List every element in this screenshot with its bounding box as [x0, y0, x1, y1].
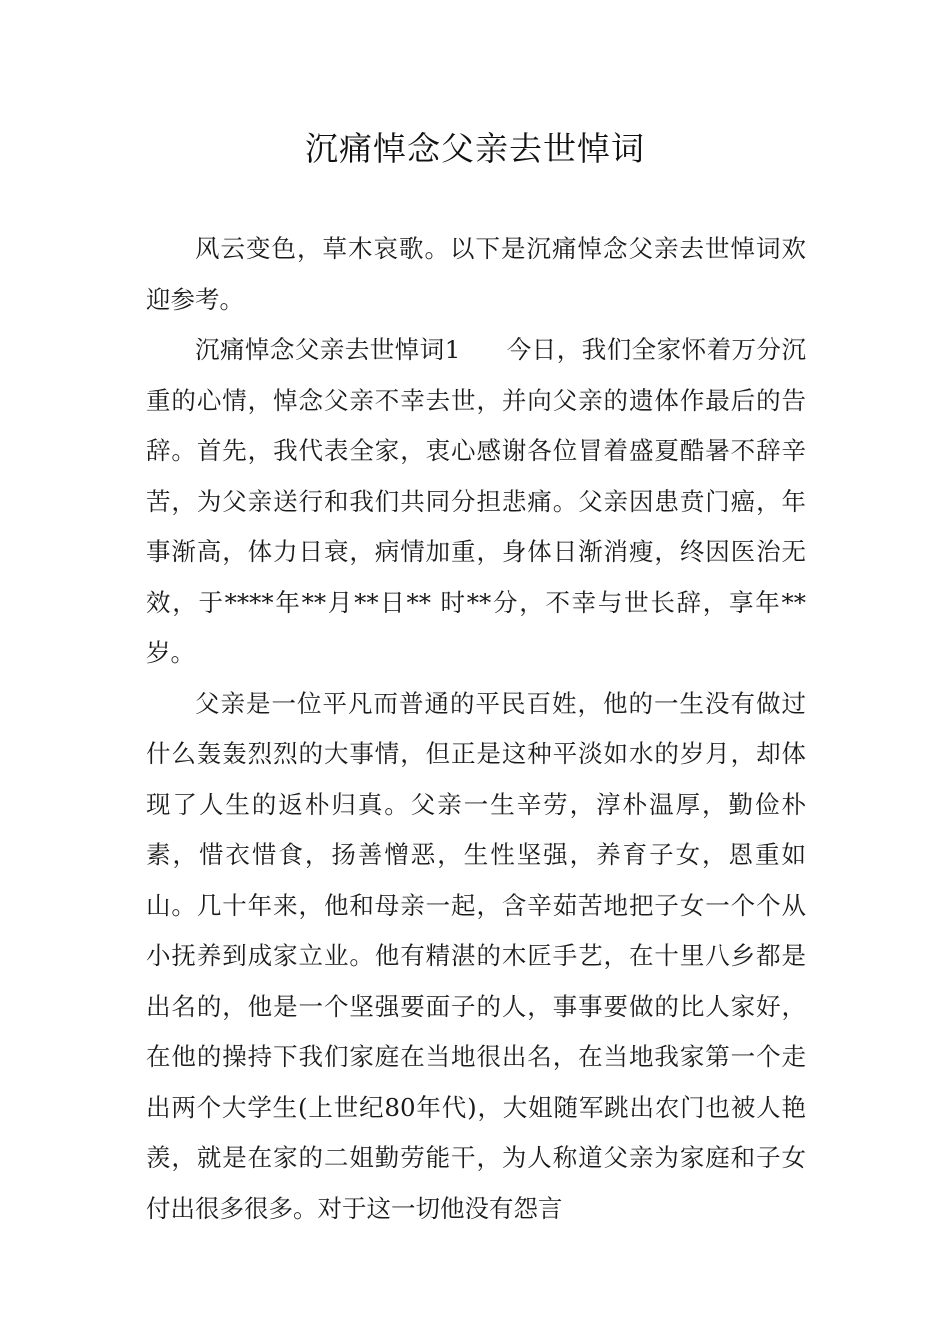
document-title: 沉痛悼念父亲去世悼词	[305, 129, 645, 168]
intro-paragraph: 风云变色，草木哀歌。以下是沉痛悼念父亲去世悼词欢迎参考。	[146, 234, 806, 314]
section-paragraph-2: 父亲是一位平凡而普通的平民百姓，他的一生没有做过什么轰轰烈烈的大事情，但正是这种平淡如水的岁月，却体现了人生的返朴归真。父亲一生辛劳，淳朴温厚，勤俭朴素，惜衣惜食，扬善憎恶，生性坚强，养育子女，恩重如山。几十年来，他和母亲一起，含辛茹苦地把子女一个个从小抚养到成家立业。他有精湛的木匠手艺，在十里八乡都是出名的，他是一个坚强要面子的人，事事要做的比人家好，在他的操持下我们家庭在当地很出名，在当地我家第一个走出两个大学生(上世纪80年代)，大姐随军跳出农门也被人艳羡，就是在家的二姐勤劳能干，为人称道父亲为家庭和子女付出很多很多。对于这一切他没有怨言	[146, 688, 806, 1223]
section-paragraph-1	[146, 325, 806, 679]
paragraph-1-text: 今日，我们全家怀着万分沉重的心情，悼念父亲不幸去世，并向父亲的遗体作最后的告辞。首先，我代表全家，衷心感谢各位冒着盛夏酷暑不辞辛苦，为父亲送行和我们共同分担悲痛。父亲因患贲门癌，年事渐高，体力日衰，病情加重，身体日渐消瘦，终因医治无效，于****年**月**日** 时**分，不幸与世长辞，享年**岁。	[146, 335, 807, 667]
document-body	[146, 224, 806, 1234]
section-heading: 沉痛悼念父亲去世悼词1	[195, 335, 461, 364]
